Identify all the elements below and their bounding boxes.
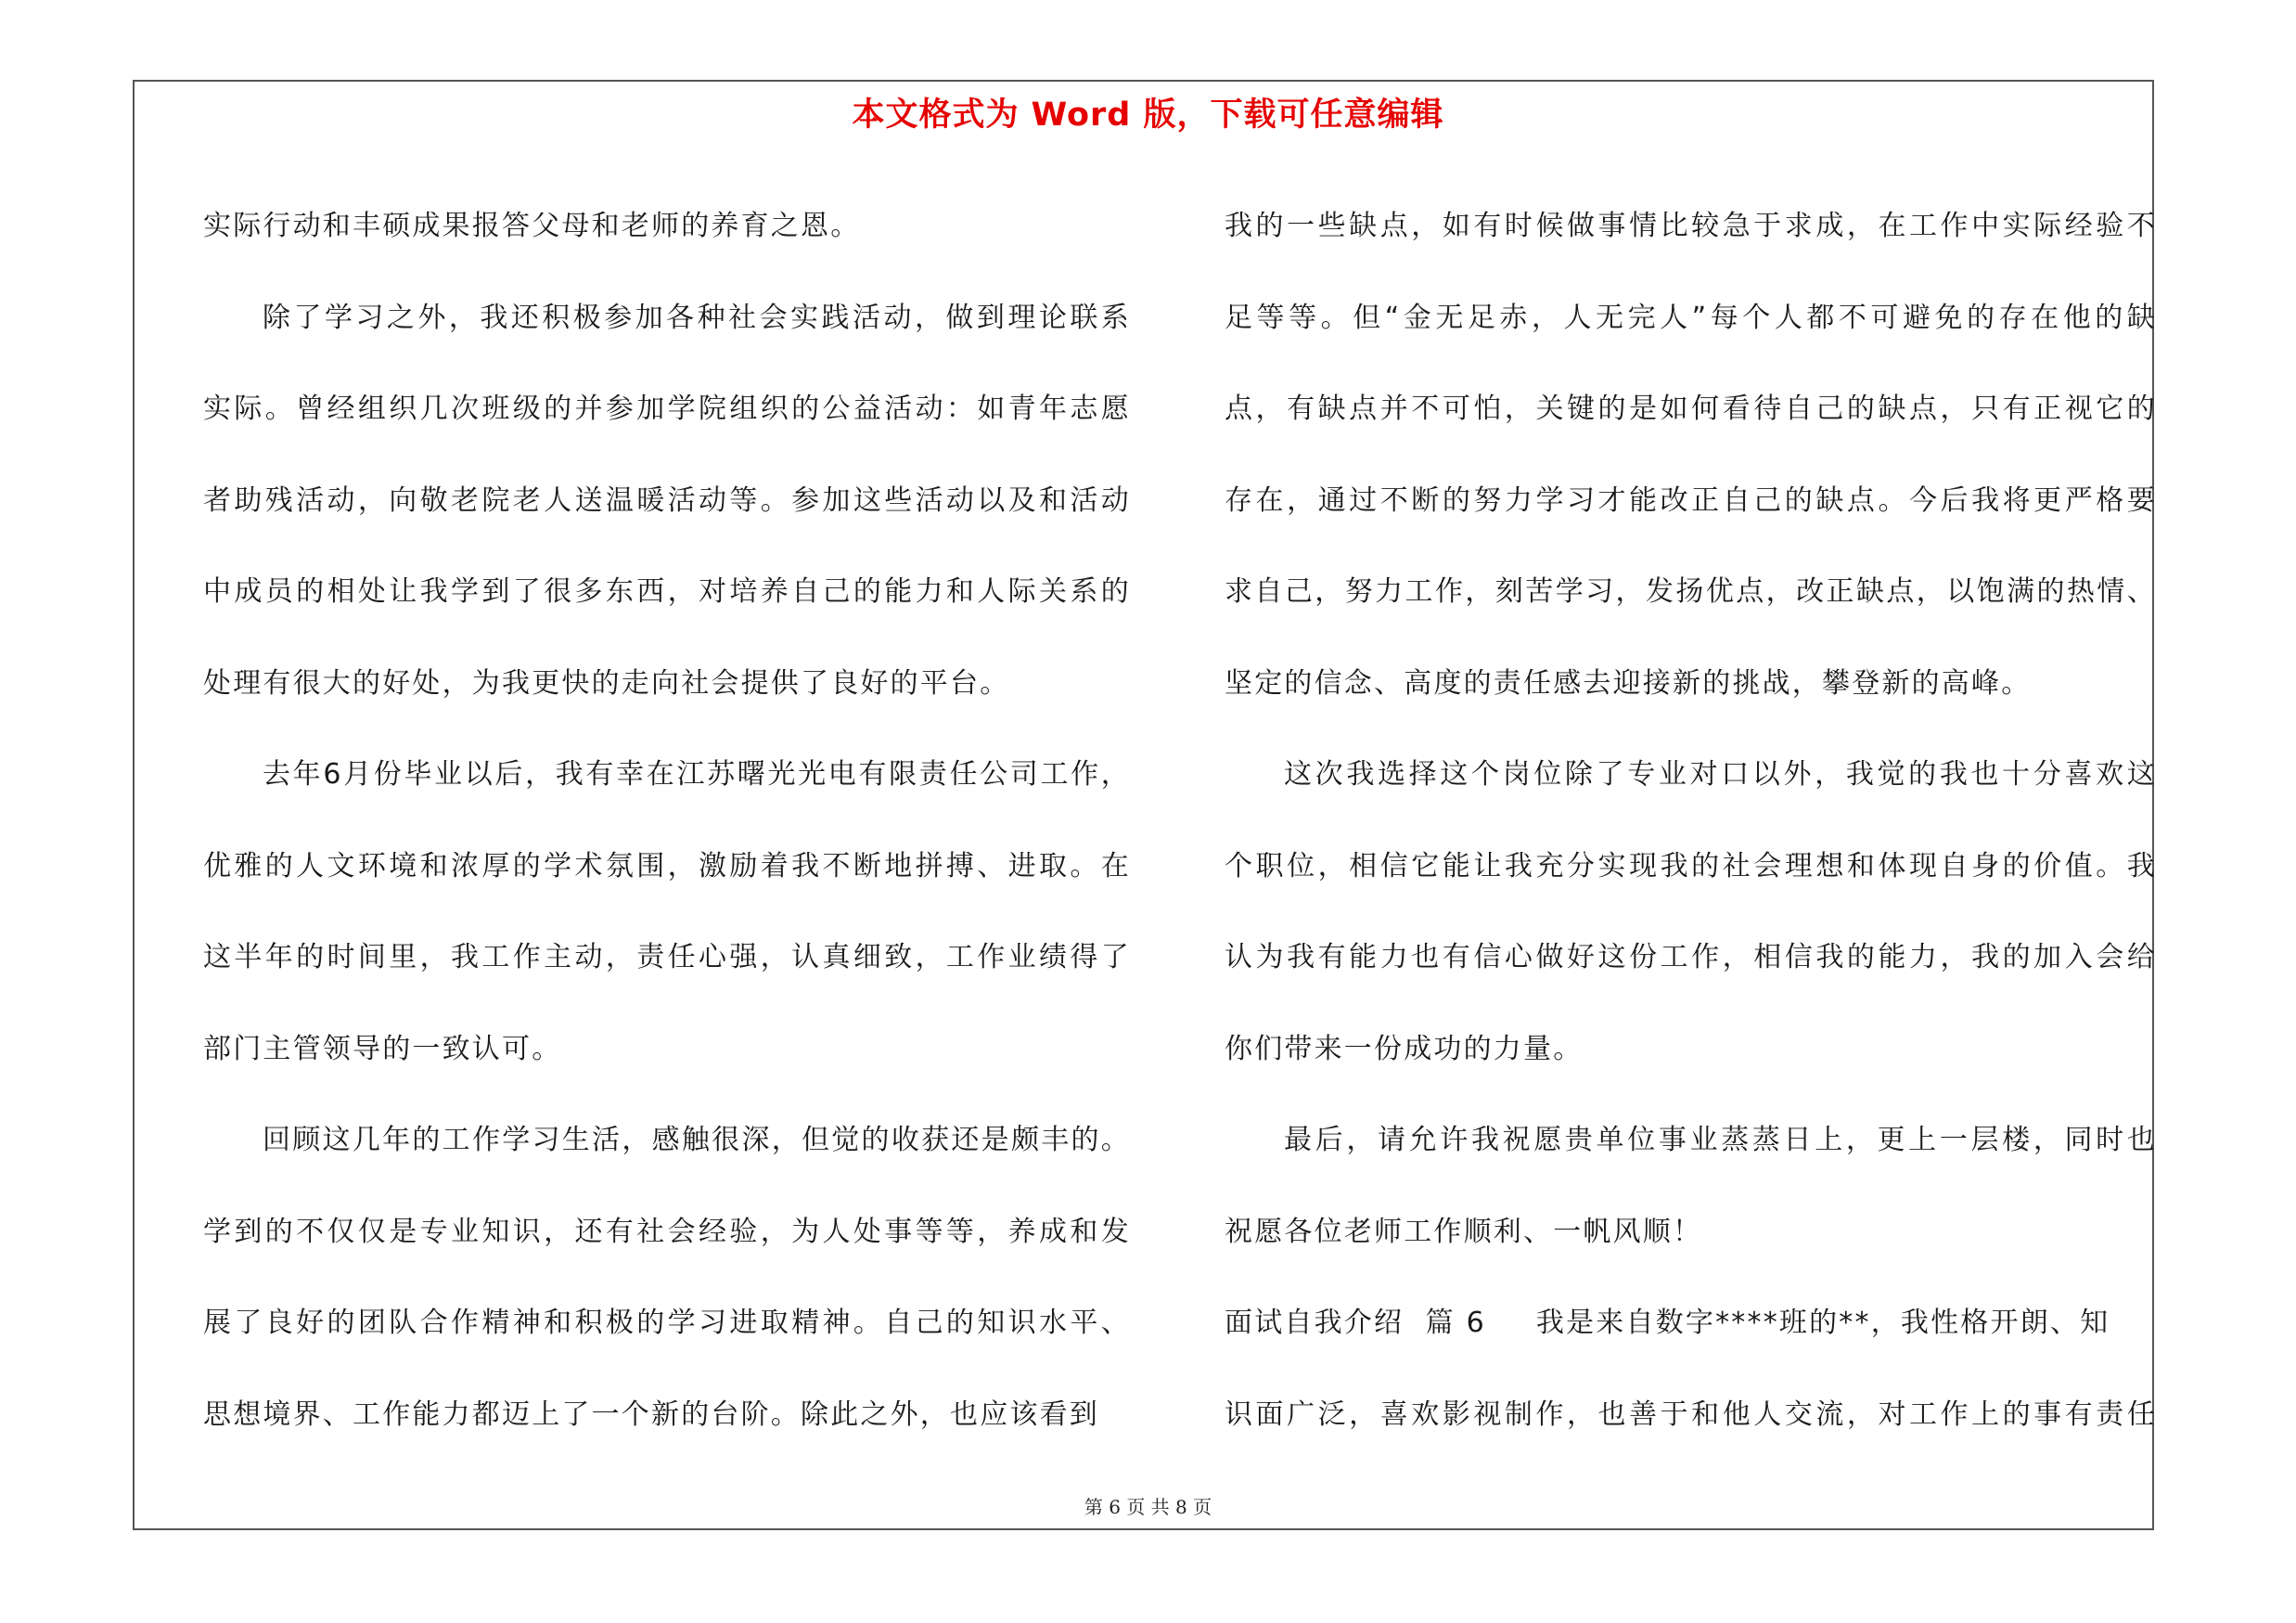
paragraph-line: 优雅的人文环境和浓厚的学术氛围，激励着我不断地拼搏、进取。在 bbox=[203, 849, 1131, 882]
paragraph-line: 你们带来一份成功的力量。 bbox=[1225, 1032, 1584, 1065]
paragraph-line: 足等等。但“金无足赤，人无完人”每个人都不可避免的存在他的缺 bbox=[1225, 301, 2157, 334]
section-heading-line bbox=[1225, 1278, 2157, 1370]
paragraph-line: 学到的不仅仅是专业知识，还有社会经验，为人处事等等，养成和发 bbox=[203, 1215, 1131, 1248]
page-number-footer: 第 6 页 共 8 页 bbox=[1084, 1496, 1212, 1518]
paragraph-line: 实际。曾经组织几次班级的并参加学院组织的公益活动：如青年志愿 bbox=[203, 393, 1131, 425]
paragraph-line: 者助残活动，向敬老院老人送温暖活动等。参加这些活动以及和活动 bbox=[203, 483, 1131, 517]
section-heading: 面试自我介绍 篇 6 bbox=[1225, 1307, 1486, 1339]
paragraph-line: 求自己，努力工作，刻苦学习，发扬优点，改正缺点，以饱满的热情、 bbox=[1225, 575, 2157, 608]
paragraph-line: 思想境界、工作能力都迈上了一个新的台阶。除此之外，也应该看到 bbox=[203, 1398, 1099, 1431]
format-banner: 本文格式为 Word 版，下载可任意编辑 bbox=[852, 97, 1444, 134]
paragraph-line: 认为我有能力也有信心做好这份工作，相信我的能力，我的加入会给 bbox=[1225, 941, 2157, 973]
paragraph-line: 坚定的信念、高度的责任感去迎接新的挑战，攀登新的高峰。 bbox=[1225, 666, 2032, 700]
right-text-column bbox=[1225, 181, 2157, 1461]
paragraph-text: 我是来自数字****班的**，我性格开朗、知 bbox=[1535, 1307, 2110, 1339]
paragraph-line: 实际行动和丰硕成果报答父母和老师的养育之恩。 bbox=[203, 210, 861, 242]
paragraph-line: 祝愿各位老师工作顺利、一帆风顺！ bbox=[1225, 1215, 1703, 1248]
paragraph-line: 这半年的时间里，我工作主动，责任心强，认真细致，工作业绩得了 bbox=[203, 941, 1131, 973]
paragraph-line: 个职位，相信它能让我充分实现我的社会理想和体现自身的价值。我 bbox=[1225, 849, 2157, 882]
paragraph-line: 去年6月份毕业以后，我有幸在江苏曙光光电有限责任公司工作， bbox=[263, 758, 1131, 791]
paragraph-line: 回顾这几年的工作学习生活，感触很深，但觉的收获还是颇丰的。 bbox=[263, 1124, 1131, 1156]
paragraph-line: 这次我选择这个岗位除了专业对口以外，我觉的我也十分喜欢这 bbox=[1284, 758, 2157, 791]
left-text-column bbox=[203, 181, 1131, 1461]
paragraph-line: 点，有缺点并不可怕，关键的是如何看待自己的缺点，只有正视它的 bbox=[1225, 393, 2157, 425]
paragraph-line: 展了良好的团队合作精神和积极的学习进取精神。自己的知识水平、 bbox=[203, 1307, 1131, 1339]
paragraph-line: 识面广泛，喜欢影视制作，也善于和他人交流，对工作上的事有责任 bbox=[1225, 1398, 2157, 1431]
paragraph-line: 部门主管领导的一致认可。 bbox=[203, 1032, 562, 1065]
paragraph-line: 我的一些缺点，如有时候做事情比较急于求成，在工作中实际经验不 bbox=[1225, 210, 2157, 242]
paragraph-line: 除了学习之外，我还积极参加各种社会实践活动，做到理论联系 bbox=[263, 301, 1131, 334]
paragraph-line: 最后，请允许我祝愿贵单位事业蒸蒸日上，更上一层楼，同时也 bbox=[1284, 1124, 2157, 1156]
paragraph-line: 存在，通过不断的努力学习才能改正自己的缺点。今后我将更严格要 bbox=[1225, 483, 2157, 517]
paragraph-line: 处理有很大的好处，为我更快的走向社会提供了良好的平台。 bbox=[203, 666, 1010, 700]
paragraph-line: 中成员的相处让我学到了很多东西，对培养自己的能力和人际关系的 bbox=[203, 575, 1131, 608]
